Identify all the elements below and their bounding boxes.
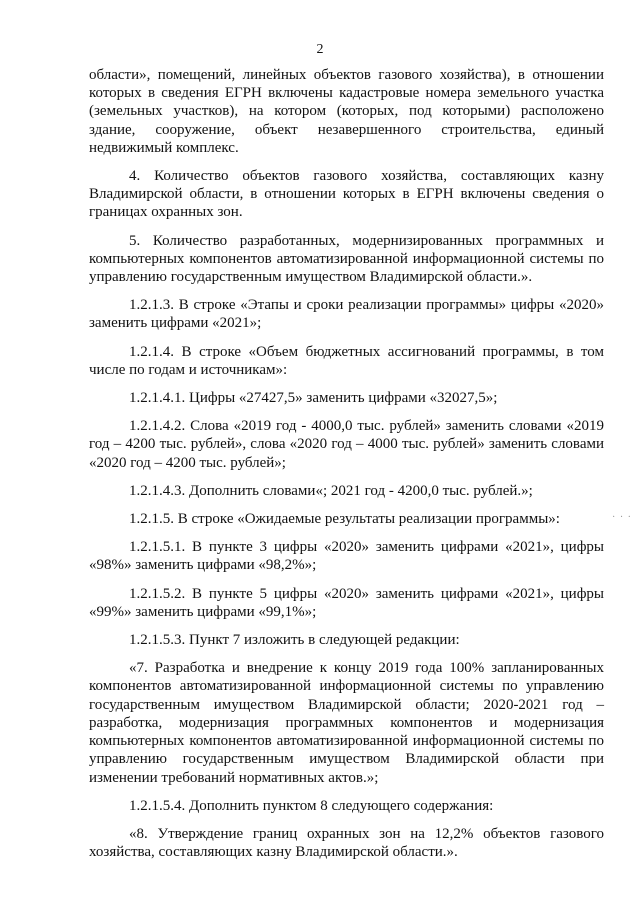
paragraph-1-2-1-5-3: 1.2.1.5.3. Пункт 7 изложить в следующей редакции: <box>129 632 460 649</box>
paragraph-point-7-text: «7. Разработка и внедрение к концу 2019 года 100% запланированных компонентов автоматизированной информационной системы по управлению государственным имуществом Владимирской области; 2020-2021 год – разработка, модернизация программных компонентов и модернизация компьютерных компонентов автоматизированной информационной системы по управлению государственным имуществом Владимирской области при изменении требований нормативных актов.»; <box>89 660 604 786</box>
paragraph-continuation: области», помещений, линейных объектов газового хозяйства), в отношении которых в сведения ЕГРН включены кадастровые номера земельного участка (земельных участков), на котором (которых, под которыми) расположено здание, сооружение, объект незавершенного строительства, единый недвижимый комплекс. <box>89 67 604 156</box>
paragraph-1-2-1-4-2: 1.2.1.4.2. Слова «2019 год - 4000,0 тыс. рублей» заменить словами «2019 год – 4200 тыс. рублей», слова «2020 год – 4000 тыс. рублей» заменить словами «2020 год – 4200 тыс. рублей»; <box>89 418 604 471</box>
paragraph-1-2-1-5-2: 1.2.1.5.2. В пункте 5 цифры «2020» заменить цифрами «2021», цифры «99%» заменить цифрами «99,1%»; <box>89 585 604 620</box>
paragraph-1-2-1-4-3: 1.2.1.4.3. Дополнить словами«; 2021 год - 4200,0 тыс. рублей.»; <box>129 482 533 499</box>
scan-artifact-mark: · · · <box>612 512 632 523</box>
paragraph-1-2-1-5-4: 1.2.1.5.4. Дополнить пунктом 8 следующего содержания: <box>129 797 494 814</box>
page-number: 2 <box>316 42 324 57</box>
paragraph-item-4: 4. Количество объектов газового хозяйства, составляющих казну Владимирской области, в отношении которых в ЕГРН включены сведения о границах охранных зон. <box>89 168 604 221</box>
paragraph-1-2-1-4-1: 1.2.1.4.1. Цифры «27427,5» заменить цифрами «32027,5»; <box>129 390 498 407</box>
paragraph-1-2-1-3: 1.2.1.3. В строке «Этапы и сроки реализации программы» цифры «2020» заменить цифрами «2021»; <box>89 297 604 332</box>
paragraph-1-2-1-5-1: 1.2.1.5.1. В пункте 3 цифры «2020» заменить цифрами «2021», цифры «98%» заменить цифрами «98,2%»; <box>89 539 604 574</box>
paragraph-point-8-text: «8. Утверждение границ охранных зон на 12,2% объектов газового хозяйства, составляющих казну Владимирской области.». <box>89 825 604 861</box>
paragraph-item-5: 5. Количество разработанных, модернизированных программных и компьютерных компонентов автоматизированной информационной системы по управлению государственным имуществом Владимирской области.». <box>89 232 604 286</box>
paragraph-1-2-1-5: 1.2.1.5. В строке «Ожидаемые результаты реализации программы»: <box>129 511 560 528</box>
paragraph-1-2-1-4: 1.2.1.4. В строке «Объем бюджетных ассигнований программы, в том числе по годам и источникам»: <box>89 343 604 378</box>
document-body <box>89 66 604 871</box>
